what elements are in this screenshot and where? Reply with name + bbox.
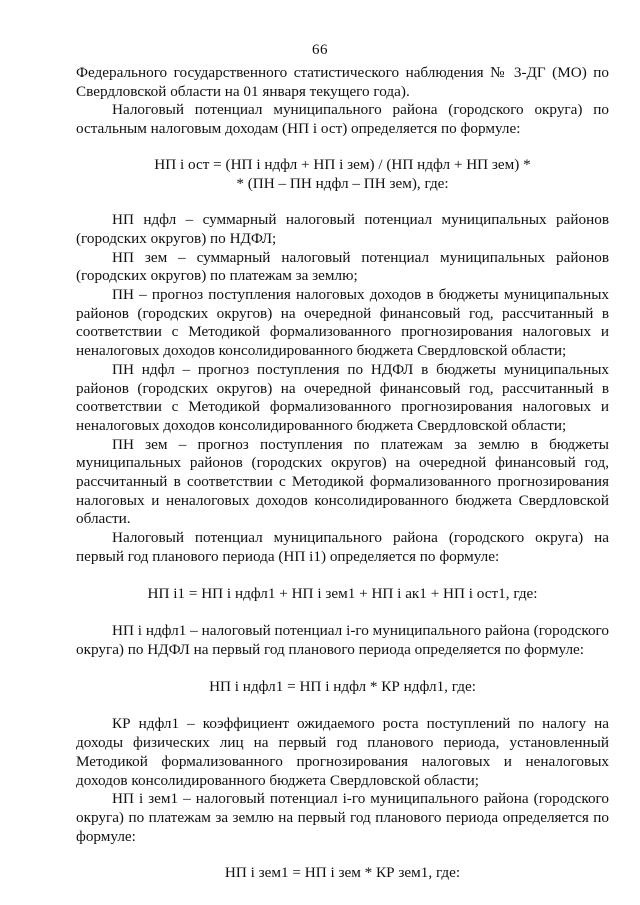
formula-other-tax-line1: НП i ост = (НП i ндфл + НП i зем) / (НП ндфл + НП зем) * [154, 155, 531, 173]
paragraph-continuation: Федерального государственного статистического наблюдения № 3-ДГ (МО) по Свердловской области на 01 января текущего года). [76, 64, 609, 100]
formula-first-year-total: НП i1 = НП i ндфл1 + НП i зем1 + НП i ак1 + НП i ост1, где: [147, 584, 538, 602]
page-number: 66 [312, 42, 328, 58]
formula-other-tax [76, 156, 609, 193]
definition-kr-ndfl1: КР ндфл1 – коэффициент ожидаемого роста поступлений по налогу на доходы физических лиц на первый год планового периода, установленный Методикой формализованного прогнозирования налоговых и неналоговых доходов консолидированного бюджета Свердловской области; [76, 715, 609, 789]
paragraph-first-year-intro: Налоговый потенциал муниципального района (городского округа) на первый год планового периода (НП i1) определяется по формуле: [76, 529, 609, 565]
definition-pn: ПН – прогноз поступления налоговых доходов в бюджеты муниципальных районов (городских округов) на очередной финансовый год, рассчитанный в соответствии с Методикой формализованного прогнозирования налоговых и неналоговых доходов консолидированного бюджета Свердловской области; [76, 286, 609, 360]
paragraph-other-tax-intro: Налоговый потенциал муниципального района (городского округа) по остальным налоговым доходам (НП i ост) определяется по формуле: [76, 101, 609, 138]
definition-np-i-ndfl1: НП i ндфл1 – налоговый потенциал i-го муниципального района (городского округа) по НДФЛ на первый год планового периода определяется по формуле: [76, 622, 609, 658]
definition-np-i-zem1: НП i зем1 – налоговый потенциал i-го муниципального района (городского округа) по платежам за землю на первый год планового периода определяется по формуле: [76, 790, 609, 845]
definition-np-ndfl: НП ндфл – суммарный налоговый потенциал муниципальных районов (городских округов) по НДФЛ; [76, 211, 609, 247]
formula-zem1: НП i зем1 = НП i зем * КР зем1, где: [224, 864, 461, 882]
document-body [76, 64, 609, 902]
formula-other-tax-line2: * (ПН – ПН ндфл – ПН зем), где: [236, 174, 449, 192]
definition-pn-ndfl: ПН ндфл – прогноз поступления по НДФЛ в бюджеты муниципальных районов (городских округов) на очередной финансовый год, рассчитанный в соответствии с Методикой формализованного прогнозирования налоговых и неналоговых доходов консолидированного бюджета Свердловской области; [76, 360, 609, 434]
formula-ndfl1: НП i ндфл1 = НП i ндфл * КР ндфл1, где: [209, 677, 476, 695]
definition-np-zem: НП зем – суммарный налоговый потенциал муниципальных районов (городских округов) по платежам за землю; [76, 248, 609, 285]
definition-pn-zem: ПН зем – прогноз поступления по платежам за землю в бюджеты муниципальных районов (городских округов) на очередной финансовый год, рассчитанный в соответствии с Методикой формализованного прогнозирования налоговых и неналоговых доходов консолидированного бюджета Свердловской области. [76, 435, 609, 528]
